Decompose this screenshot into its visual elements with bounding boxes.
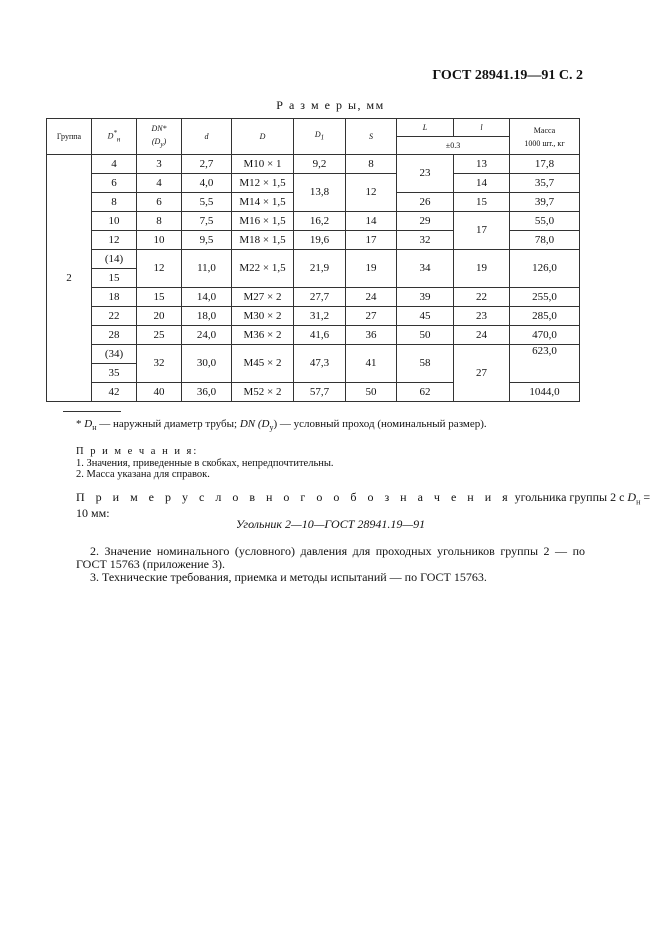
notes-title: П р и м е ч а н и я: [76, 446, 199, 457]
header-outer-diameter: $D^*_н$ [92, 119, 137, 155]
cell-l: 24 [454, 326, 510, 345]
cell-S: 24 [346, 288, 397, 307]
cell-l: 19 [454, 250, 510, 288]
header-d: d [182, 119, 232, 155]
cell-D1: 19,6 [294, 231, 346, 250]
cell-S: 14 [346, 212, 397, 231]
cell-mass: 126,0 [510, 250, 580, 288]
cell-outer: 22 [92, 307, 137, 326]
cell-mass: 255,0 [510, 288, 580, 307]
cell-dn: 8 [137, 212, 182, 231]
cell-d: 18,0 [182, 307, 232, 326]
header-l: l [454, 119, 510, 137]
cell-mass: 285,0 [510, 307, 580, 326]
cell-S: 27 [346, 307, 397, 326]
header-mass: Масса 1000 шт., кг [510, 119, 580, 155]
designation-example: П р и м е р у с л о в н о г о о б о з н а ч е н и я угольника группы 2 с $D_н = 10$ мм: [76, 490, 651, 521]
designation: Угольник 2—10—ГОСТ 28941.19—91 [235, 517, 426, 531]
header-group: Группа [47, 119, 92, 155]
cell-dn: 4 [137, 174, 182, 193]
header-nominal-size: DN* $(D_у)$ [137, 119, 182, 155]
cell-mass: 623,0 [510, 345, 580, 383]
cell-d: 36,0 [182, 383, 232, 402]
cell-D1: 13,8 [294, 174, 346, 212]
dimensions-table [46, 118, 580, 402]
cell-S: 50 [346, 383, 397, 402]
cell-S: 8 [346, 155, 397, 174]
footnote: * $D_н$ — наружный диаметр трубы; DN $(D_у)$ — условный проход (номинальный размер). [76, 418, 487, 433]
cell-S: 19 [346, 250, 397, 288]
cell-outer: 4 [92, 155, 137, 174]
table-row [47, 326, 580, 345]
header-L: L [397, 119, 454, 137]
table-header-row [47, 119, 580, 137]
cell-D: M52 × 2 [232, 383, 294, 402]
cell-D1: 31,2 [294, 307, 346, 326]
notes [76, 446, 334, 481]
cell-outer: 28 [92, 326, 137, 345]
cell-d: 5,5 [182, 193, 232, 212]
cell-L: 23 [397, 155, 454, 193]
cell-L: 62 [397, 383, 454, 402]
cell-L: 29 [397, 212, 454, 231]
cell-D1: 9,2 [294, 155, 346, 174]
cell-S: 17 [346, 231, 397, 250]
cell-d: 7,5 [182, 212, 232, 231]
cell-dn: 32 [137, 345, 182, 383]
cell-dn: 12 [137, 250, 182, 288]
cell-dn: 3 [137, 155, 182, 174]
cell-D: M10 × 1 [232, 155, 294, 174]
table-row [47, 155, 580, 174]
table-row [47, 288, 580, 307]
cell-outer: 15 [92, 269, 137, 288]
cell-l: 22 [454, 288, 510, 307]
cell-D1: 47,3 [294, 345, 346, 383]
cell-l: 23 [454, 307, 510, 326]
cell-outer: 42 [92, 383, 137, 402]
note-item: 1. Значения, приведенные в скобках, непредпочтительны. [76, 457, 334, 469]
cell-outer: 18 [92, 288, 137, 307]
cell-L: 58 [397, 345, 454, 383]
cell-l: 27 [454, 345, 510, 402]
cell-L: 26 [397, 193, 454, 212]
cell-D: M14 × 1,5 [232, 193, 294, 212]
cell-D: M45 × 2 [232, 345, 294, 383]
paragraph-2: 2. Значение номинального (условного) давления для проходных угольников группы 2 — по ГОСТ 15763 (приложение 3). [76, 544, 585, 571]
cell-D1: 27,7 [294, 288, 346, 307]
cell-D: M12 × 1,5 [232, 174, 294, 193]
cell-L: 39 [397, 288, 454, 307]
table-row [47, 307, 580, 326]
cell-mass: 78,0 [510, 231, 580, 250]
cell-S: 36 [346, 326, 397, 345]
cell-L: 50 [397, 326, 454, 345]
cell-l: 14 [454, 174, 510, 193]
cell-l: 17 [454, 212, 510, 250]
footnote-rule [63, 411, 121, 412]
cell-mass: 470,0 [510, 326, 580, 345]
cell-mass: 1044,0 [510, 383, 580, 402]
cell-outer: 6 [92, 174, 137, 193]
cell-D: M18 × 1,5 [232, 231, 294, 250]
cell-mass: 55,0 [510, 212, 580, 231]
cell-L: 34 [397, 250, 454, 288]
cell-dn: 20 [137, 307, 182, 326]
cell-outer: 8 [92, 193, 137, 212]
cell-outer: (14) [92, 250, 137, 269]
cell-d: 14,0 [182, 288, 232, 307]
cell-l: 13 [454, 155, 510, 174]
cell-mass: 39,7 [510, 193, 580, 212]
cell-dn: 40 [137, 383, 182, 402]
page-header: ГОСТ 28941.19—91 С. 2 [432, 68, 583, 83]
cell-L: 45 [397, 307, 454, 326]
cell-dn: 10 [137, 231, 182, 250]
cell-outer: 10 [92, 212, 137, 231]
cell-S: 12 [346, 174, 397, 212]
cell-D: M16 × 1,5 [232, 212, 294, 231]
cell-D1: 21,9 [294, 250, 346, 288]
cell-d: 11,0 [182, 250, 232, 288]
cell-d: 9,5 [182, 231, 232, 250]
cell-outer: 35 [92, 364, 137, 383]
paragraph-3: 3. Технические требования, приемка и методы испытаний — по ГОСТ 15763. [90, 570, 487, 584]
cell-D: M30 × 2 [232, 307, 294, 326]
header-D: D [232, 119, 294, 155]
header-S: S [346, 119, 397, 155]
cell-D: M27 × 2 [232, 288, 294, 307]
cell-mass: 35,7 [510, 174, 580, 193]
cell-D1: 41,6 [294, 326, 346, 345]
cell-mass: 17,8 [510, 155, 580, 174]
header-tolerance: ±0.3 [397, 137, 510, 155]
cell-D1: 57,7 [294, 383, 346, 402]
cell-S: 41 [346, 345, 397, 383]
cell-dn: 6 [137, 193, 182, 212]
cell-L: 32 [397, 231, 454, 250]
cell-D: M36 × 2 [232, 326, 294, 345]
group-cell: 2 [47, 155, 92, 402]
table-row [47, 250, 580, 269]
cell-D: M22 × 1,5 [232, 250, 294, 288]
cell-d: 24,0 [182, 326, 232, 345]
note-item: 2. Масса указана для справок. [76, 469, 210, 480]
header-D1: $D_1$ [294, 119, 346, 155]
cell-dn: 25 [137, 326, 182, 345]
cell-outer: (34) [92, 345, 137, 364]
cell-l: 15 [454, 193, 510, 212]
table-caption: Р а з м е р ы, мм [276, 98, 385, 112]
cell-dn: 15 [137, 288, 182, 307]
cell-d: 30,0 [182, 345, 232, 383]
table-row [47, 345, 580, 364]
cell-D1: 16,2 [294, 212, 346, 231]
cell-outer: 12 [92, 231, 137, 250]
cell-d: 4,0 [182, 174, 232, 193]
table-row [47, 174, 580, 193]
cell-d: 2,7 [182, 155, 232, 174]
table-row [47, 212, 580, 231]
